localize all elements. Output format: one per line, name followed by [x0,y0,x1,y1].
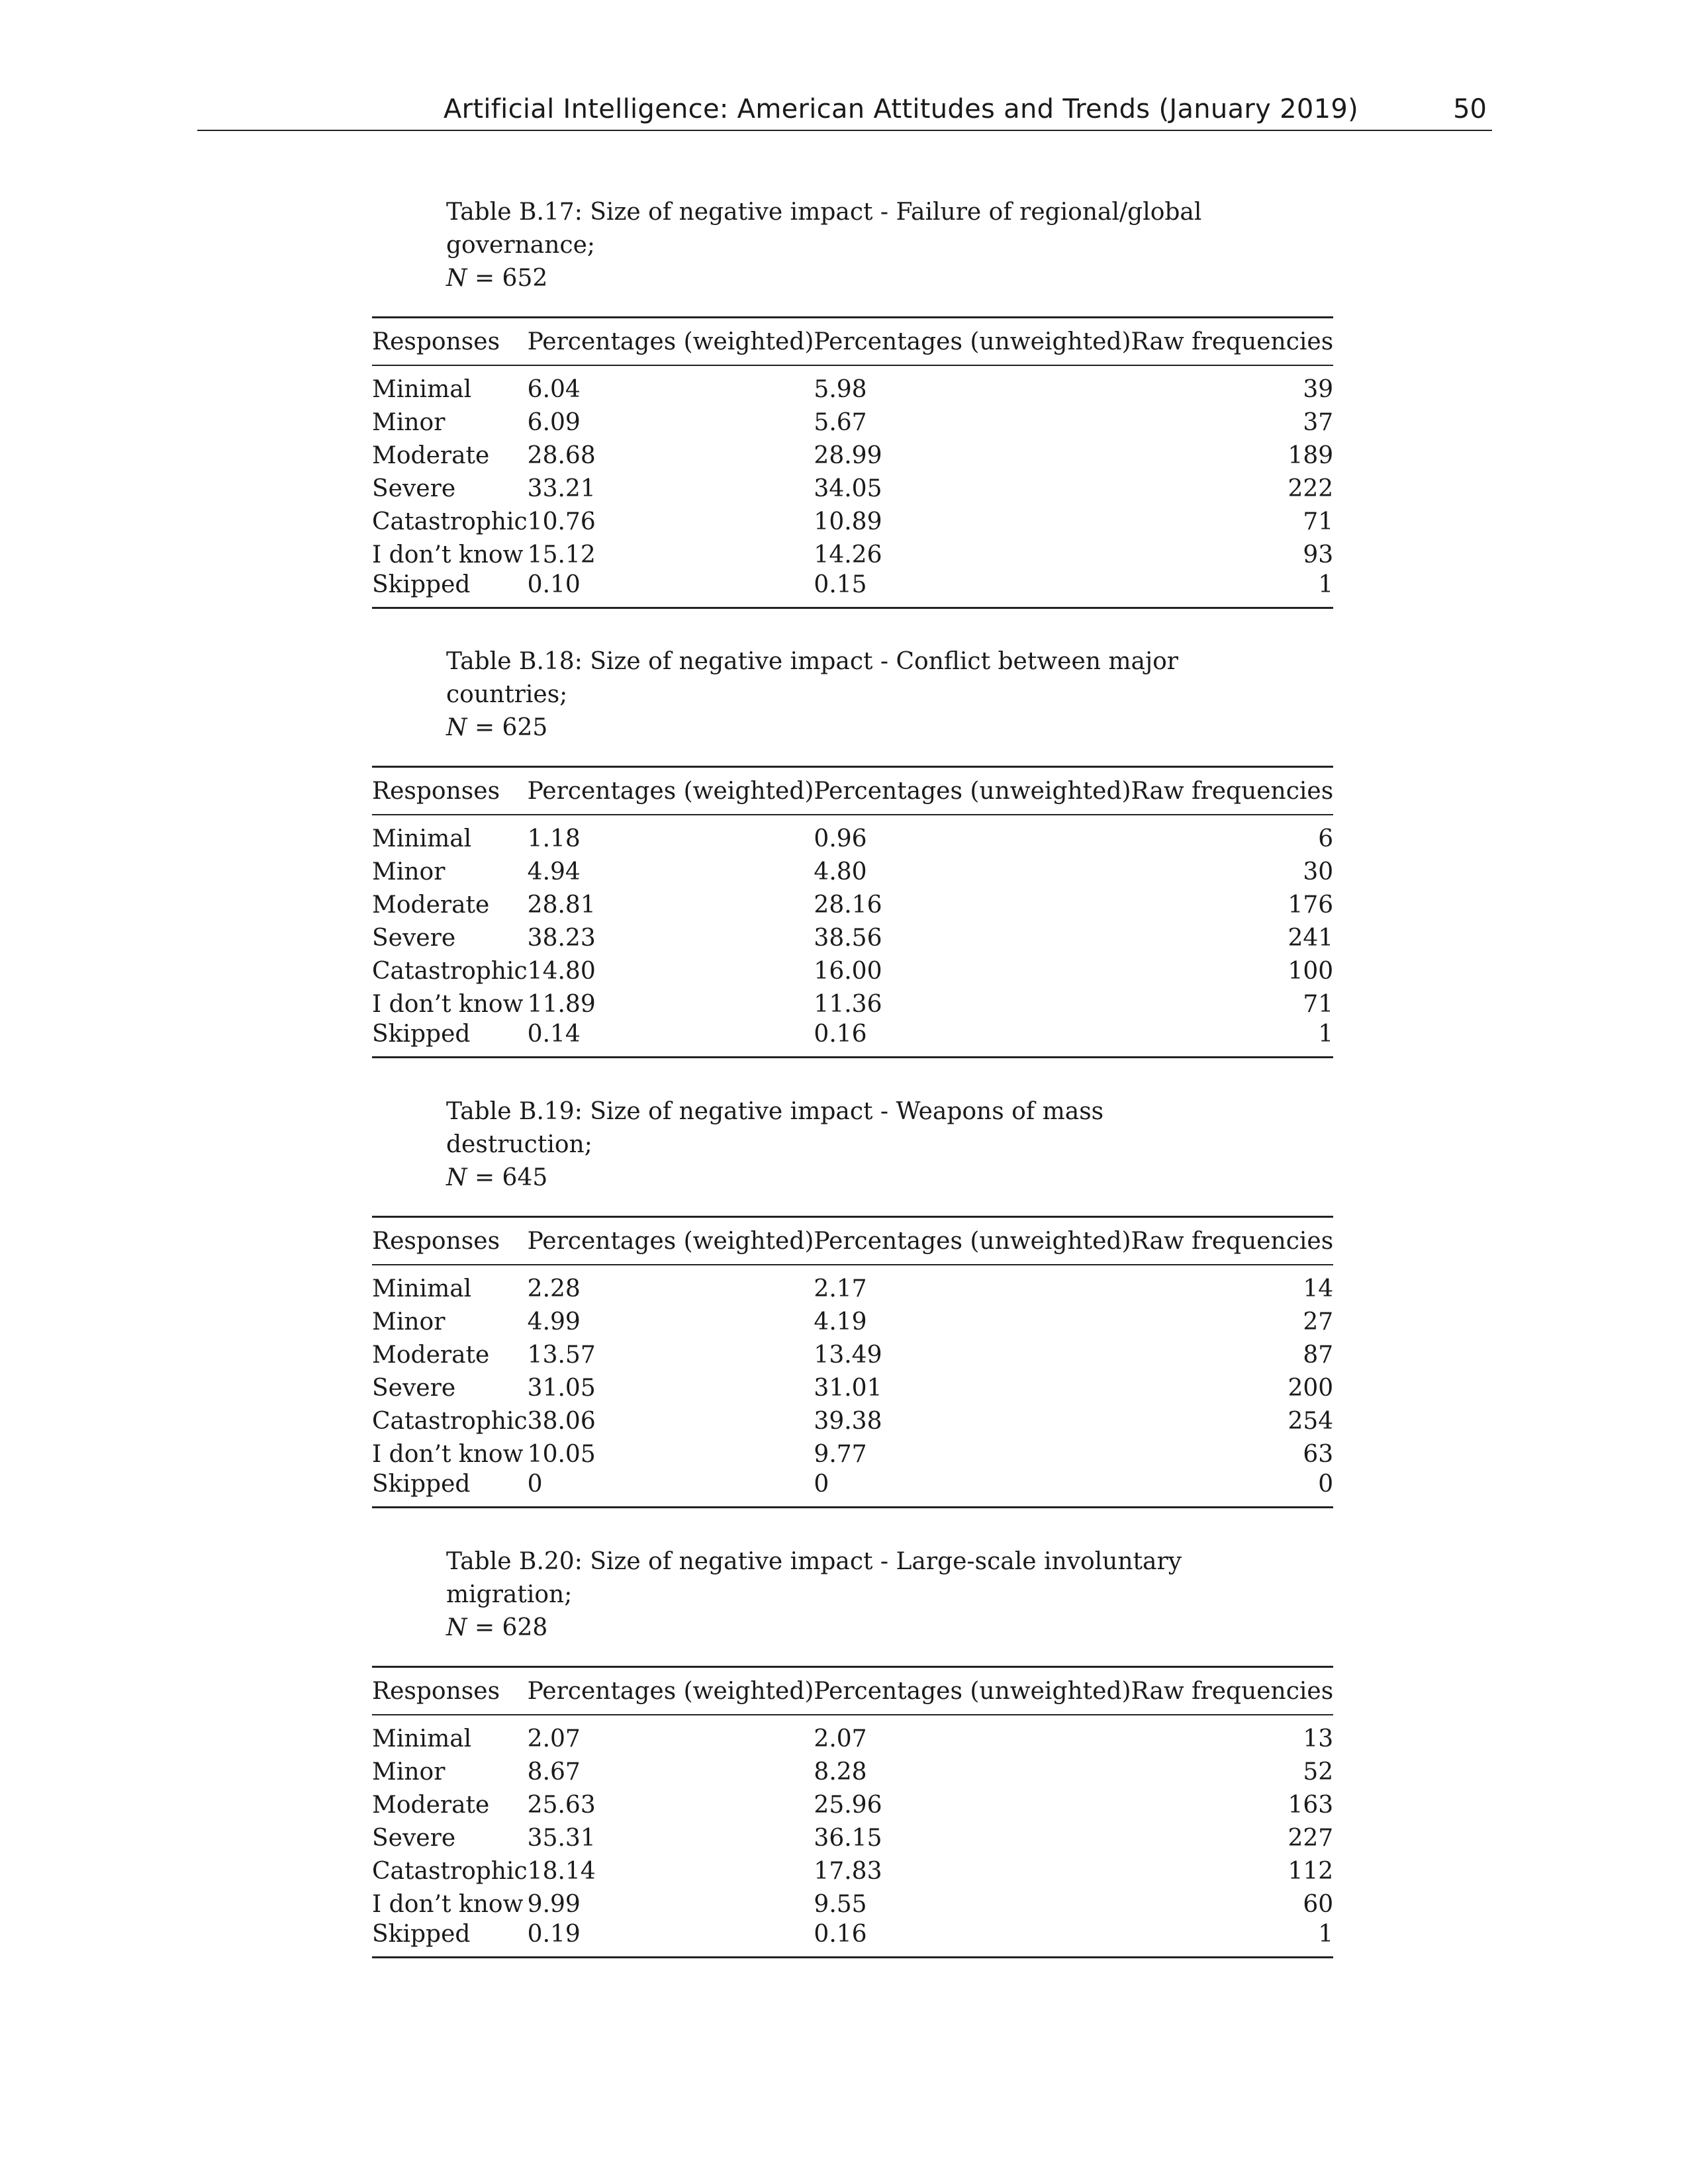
table-cell: 31.05 [527,1374,596,1402]
caption-text: Table B.19: Size of negative impact - Weapons of mass destruction; [446,1098,1104,1158]
table-cell: Catastrophic [372,957,528,985]
n-value: = 628 [467,1614,548,1641]
table-cell: Skipped [372,1471,528,1508]
table-cell: 254 [1288,1407,1334,1435]
table-cell: Severe [372,1374,456,1402]
table-cell: Moderate [372,441,490,469]
table-cell: 25.96 [814,1791,882,1819]
table-row [372,1715,1333,1755]
data-table [372,766,1333,1058]
table-cell: 4.99 [527,1308,581,1336]
table-cell: 18.14 [527,1857,596,1885]
table-cell: 10.05 [527,1440,596,1468]
n-value: = 625 [467,714,548,741]
table-row [372,538,1333,571]
table-cell: 28.68 [527,441,596,469]
table-cell: 13.49 [814,1341,882,1369]
table-cell: Skipped [372,571,528,608]
table-caption [446,645,1254,745]
table-row [372,888,1333,921]
table-cell: 0.14 [528,1021,814,1058]
table-header-row [372,318,1333,366]
table-cell: 4.80 [814,858,867,886]
table-row [372,571,1333,608]
column-header: Responses [372,1667,528,1715]
table-cell: 2.17 [814,1275,867,1302]
table-cell: Moderate [372,1791,490,1819]
table-cell: 93 [1303,541,1334,569]
caption-n [446,711,1254,745]
table-row [372,406,1333,439]
table-row [372,1305,1333,1338]
table-cell: 6.09 [527,408,581,436]
table-row [372,1265,1333,1305]
table-cell: Minimal [372,375,472,403]
table-cell: Catastrophic [372,1857,528,1885]
page-number: 50 [1453,94,1487,124]
table-cell: 38.06 [527,1407,596,1435]
table-block-b18 [372,645,1334,1058]
table-cell: 25.63 [527,1791,596,1819]
table-cell: Catastrophic [372,508,528,535]
table-row [372,921,1333,954]
table-cell: 15.12 [527,541,596,569]
data-table [372,1216,1333,1508]
column-header: Responses [372,318,528,366]
table-cell: Minor [372,408,445,436]
table-row [372,1854,1333,1888]
table-cell: 71 [1303,508,1334,535]
table-row [372,855,1333,888]
column-header: Percentages (unweighted) [814,318,1131,366]
data-table [372,316,1333,609]
table-cell: 33.21 [527,475,596,502]
table-cell: Severe [372,475,456,502]
table-cell: 87 [1303,1341,1334,1369]
table-row [372,1021,1333,1058]
table-cell: 9.55 [814,1890,867,1918]
table-block-b17 [372,196,1334,609]
table-block-b20 [372,1545,1334,1958]
table-block-b19 [372,1095,1334,1508]
table-cell: 4.19 [814,1308,867,1336]
table-cell: Moderate [372,1341,490,1369]
table-cell: 14 [1303,1275,1334,1302]
table-cell: Minor [372,1308,445,1336]
table-cell: 14.80 [527,957,596,985]
table-cell: 9.99 [527,1890,581,1918]
table-cell: 30 [1303,858,1334,886]
table-cell: 11.89 [527,990,596,1018]
table-row [372,365,1333,406]
table-cell: 0.96 [814,825,867,852]
table-cell: 13.57 [527,1341,596,1369]
table-cell: 5.67 [814,408,867,436]
table-cell: 1 [1131,1021,1334,1058]
column-header: Raw frequencies [1131,1217,1334,1265]
table-cell: Severe [372,1824,456,1852]
table-cell: 2.28 [527,1275,581,1302]
table-cell: 2.07 [527,1725,581,1752]
table-cell: 222 [1288,475,1334,502]
table-cell: Minimal [372,825,472,852]
column-header: Percentages (weighted) [528,318,814,366]
table-row [372,1437,1333,1471]
table-row [372,1921,1333,1958]
table-cell: 63 [1303,1440,1334,1468]
table-cell: 37 [1303,408,1334,436]
table-cell: Severe [372,924,456,952]
table-row [372,505,1333,538]
caption-n [446,1161,1254,1195]
caption-n [446,1612,1254,1645]
table-cell: 0.16 [814,1021,1131,1058]
table-cell: 100 [1288,957,1334,985]
table-header-row [372,1217,1333,1265]
table-row [372,439,1333,472]
table-cell: 13 [1303,1725,1334,1752]
column-header: Percentages (weighted) [528,767,814,815]
column-header: Percentages (unweighted) [814,1217,1131,1265]
table-cell: 0.16 [814,1921,1131,1958]
table-cell: Minor [372,1758,445,1786]
table-cell: I don’t know [372,1890,524,1918]
table-cell: 1.18 [527,825,581,852]
table-row [372,1888,1333,1921]
table-caption [446,1545,1254,1645]
caption-n [446,262,1254,295]
table-cell: 0 [814,1471,1131,1508]
column-header: Percentages (unweighted) [814,767,1131,815]
table-row [372,1471,1333,1508]
caption-text: Table B.17: Size of negative impact - Failure of regional/global governance; [446,199,1202,259]
table-cell: 5.98 [814,375,867,403]
running-header [197,91,1492,131]
n-symbol: N [446,1614,467,1641]
column-header: Raw frequencies [1131,318,1334,366]
n-symbol: N [446,714,467,741]
table-cell: 14.26 [814,541,882,569]
table-row [372,1371,1333,1404]
table-header-row [372,767,1333,815]
caption-text: Table B.18: Size of negative impact - Conflict between major countries; [446,648,1179,708]
table-cell: 39.38 [814,1407,882,1435]
table-cell: 39 [1303,375,1334,403]
table-cell: I don’t know [372,990,524,1018]
table-cell: 200 [1288,1374,1334,1402]
table-cell: 9.77 [814,1440,867,1468]
column-header: Raw frequencies [1131,1667,1334,1715]
table-cell: Minor [372,858,445,886]
table-cell: 8.28 [814,1758,867,1786]
table-row [372,987,1333,1021]
table-cell: Minimal [372,1275,472,1302]
table-cell: 1 [1131,1921,1334,1958]
table-cell: 28.81 [527,891,596,919]
table-cell: 10.89 [814,508,882,535]
table-cell: 0.15 [814,571,1131,608]
table-row [372,1404,1333,1437]
table-cell: 2.07 [814,1725,867,1752]
table-cell: 8.67 [527,1758,581,1786]
n-value: = 645 [467,1164,548,1191]
table-row [372,1338,1333,1371]
table-cell: 10.76 [527,508,596,535]
table-cell: 112 [1288,1857,1334,1885]
table-cell: 71 [1303,990,1334,1018]
table-cell: 27 [1303,1308,1334,1336]
table-cell: 0.19 [528,1921,814,1958]
table-cell: 0.10 [528,571,814,608]
column-header: Responses [372,767,528,815]
table-cell: 6.04 [527,375,581,403]
table-cell: 0 [528,1471,814,1508]
column-header: Percentages (unweighted) [814,1667,1131,1715]
table-cell: 36.15 [814,1824,882,1852]
n-symbol: N [446,265,467,292]
n-symbol: N [446,1164,467,1191]
table-cell: 17.83 [814,1857,882,1885]
table-cell: 176 [1288,891,1334,919]
table-cell: 227 [1288,1824,1334,1852]
table-cell: 34.05 [814,475,882,502]
table-cell: 28.99 [814,441,882,469]
table-cell: Catastrophic [372,1407,528,1435]
column-header: Percentages (weighted) [528,1217,814,1265]
table-cell: 4.94 [527,858,581,886]
table-cell: 16.00 [814,957,882,985]
table-row [372,1821,1333,1854]
data-table [372,1666,1333,1958]
table-cell: 60 [1303,1890,1334,1918]
column-header: Percentages (weighted) [528,1667,814,1715]
table-cell: Moderate [372,891,490,919]
table-row [372,954,1333,987]
table-header-row [372,1667,1333,1715]
table-row [372,472,1333,505]
table-cell: Skipped [372,1921,528,1958]
column-header: Raw frequencies [1131,767,1334,815]
header-title: Artificial Intelligence: American Attitudes and Trends (January 2019) [444,94,1359,124]
table-cell: Skipped [372,1021,528,1058]
table-row [372,1755,1333,1788]
table-row [372,815,1333,855]
table-cell: 241 [1288,924,1334,952]
table-cell: 38.23 [527,924,596,952]
table-row [372,1788,1333,1821]
table-cell: 11.36 [814,990,882,1018]
table-cell: 189 [1288,441,1334,469]
n-value: = 652 [467,265,548,292]
caption-text: Table B.20: Size of negative impact - Large-scale involuntary migration; [446,1548,1182,1608]
table-cell: 38.56 [814,924,882,952]
table-cell: 31.01 [814,1374,882,1402]
table-cell: I don’t know [372,541,524,569]
table-caption [446,1095,1254,1195]
table-cell: 163 [1288,1791,1334,1819]
table-cell: 35.31 [527,1824,596,1852]
table-cell: 0 [1131,1471,1334,1508]
table-cell: Minimal [372,1725,472,1752]
table-cell: 28.16 [814,891,882,919]
table-cell: 6 [1318,825,1334,852]
table-caption [446,196,1254,295]
column-header: Responses [372,1217,528,1265]
table-cell: I don’t know [372,1440,524,1468]
table-cell: 52 [1303,1758,1334,1786]
table-cell: 1 [1131,571,1334,608]
